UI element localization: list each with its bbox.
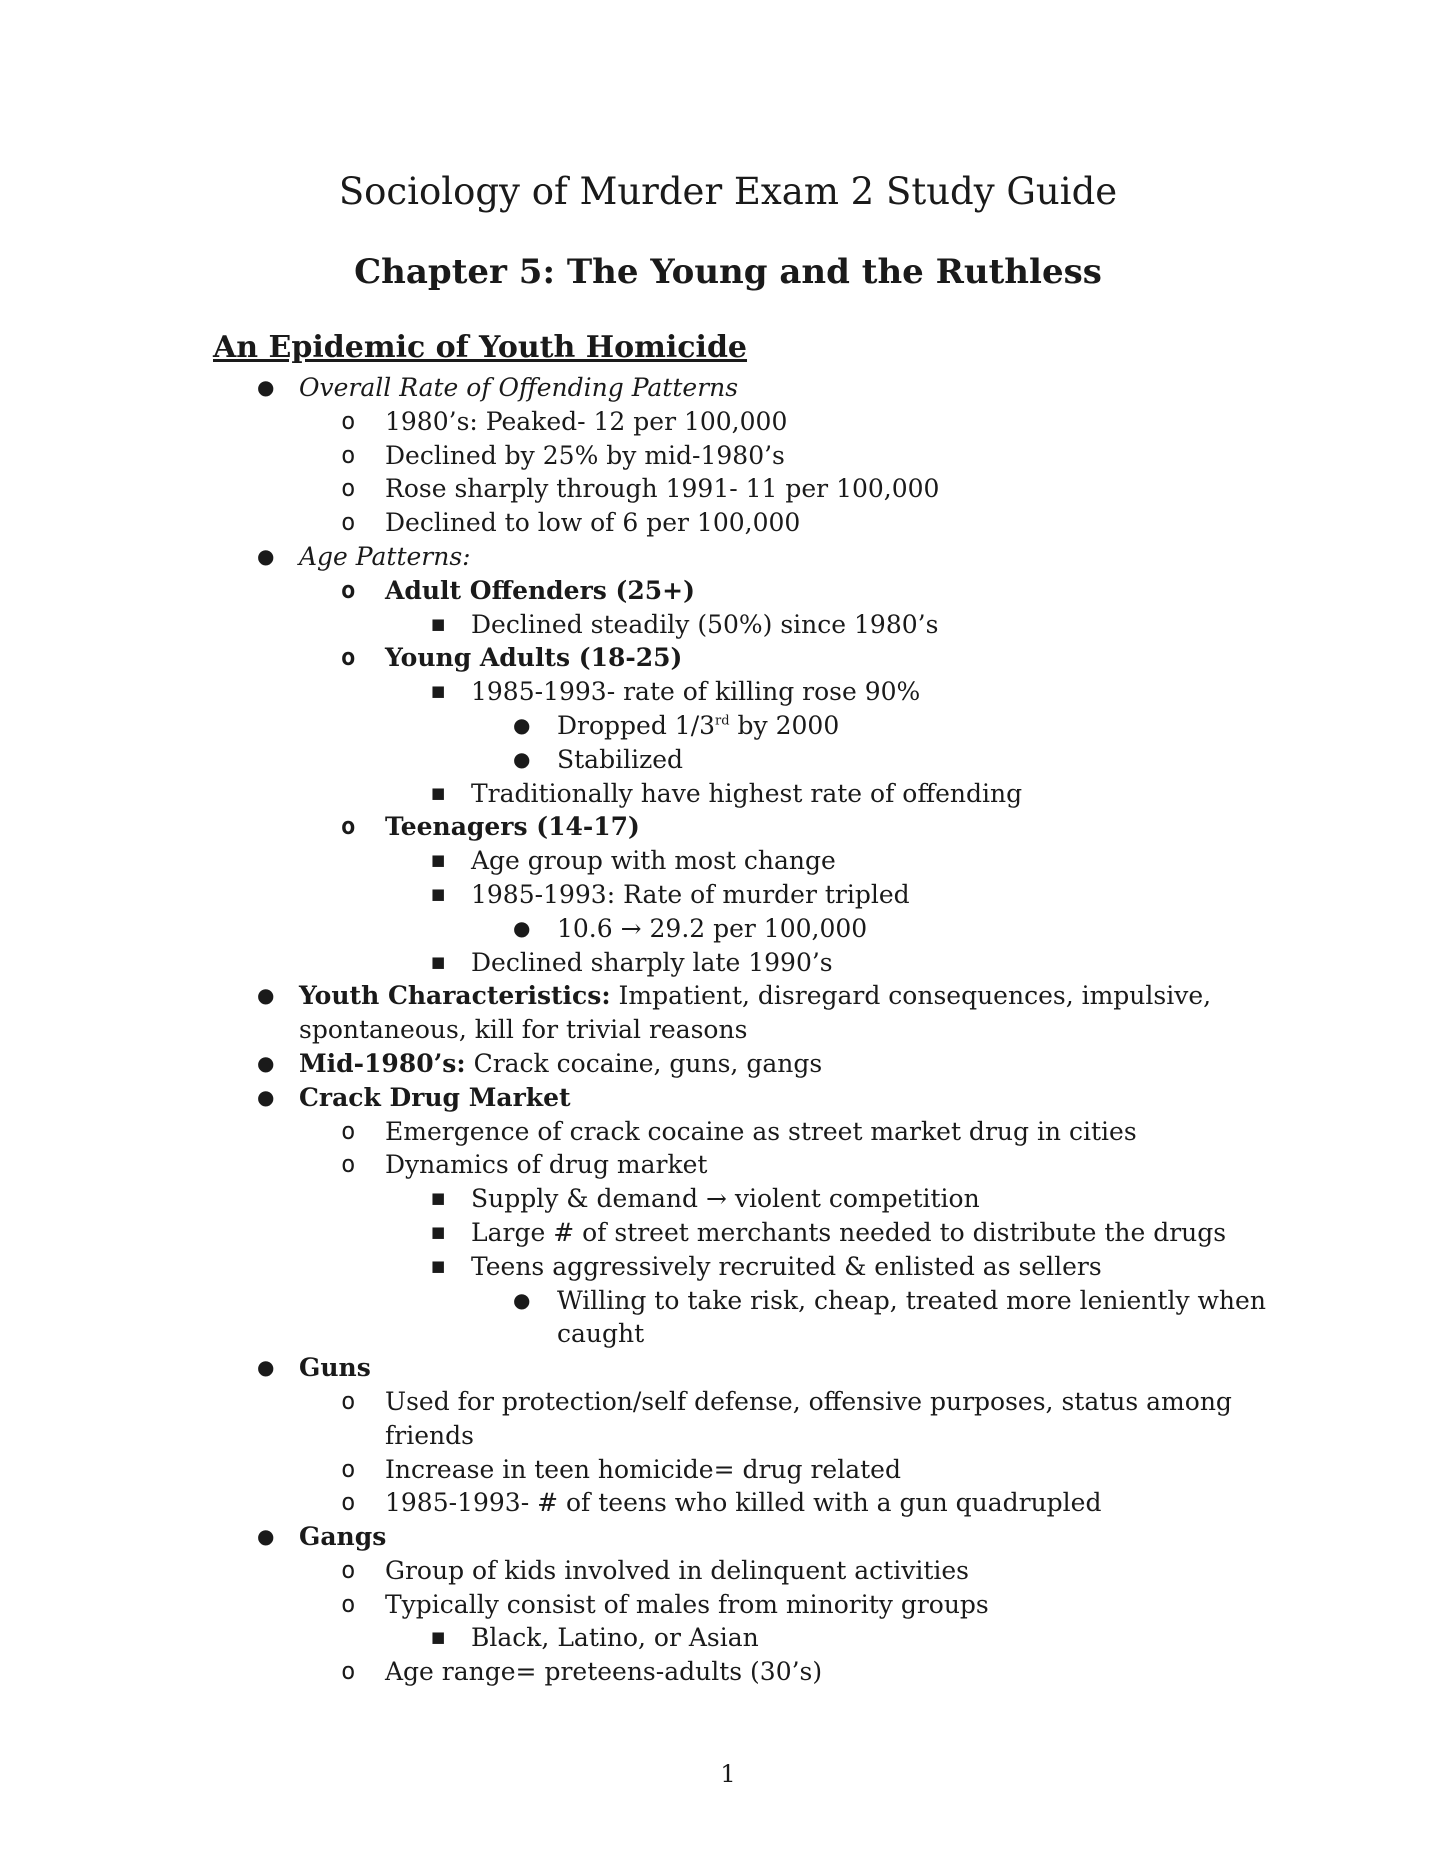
list-item (213, 574, 1273, 608)
list-item (213, 675, 1273, 709)
list-item (213, 405, 1273, 439)
list-text-part: Dropped 1/3 (557, 710, 716, 740)
list-text: Declined to low of 6 per 100,000 (385, 508, 801, 538)
document-title: Sociology of Murder Exam 2 Study Guide (338, 170, 1118, 213)
bullet-icon: o (341, 812, 356, 841)
list-text: Black, Latino, or Asian (471, 1623, 759, 1653)
bullet-icon: ● (513, 1287, 531, 1312)
list-item (213, 1047, 1273, 1081)
list-text: Supply & demand → violent competition (471, 1184, 980, 1214)
list-text-part: by 2000 (729, 710, 840, 740)
bullet-icon: ■ (431, 1222, 446, 1241)
list-label: Mid-1980’s: (299, 1048, 466, 1078)
list-text: Age range= preteens-adults (30’s) (385, 1657, 823, 1687)
bullet-icon: o (341, 1589, 356, 1618)
bullet-icon: o (341, 1454, 356, 1483)
list-item (213, 1588, 1273, 1622)
bullet-icon: ■ (431, 952, 446, 971)
bullet-icon: ■ (431, 1628, 446, 1647)
list-item (213, 1284, 1273, 1352)
list-item (213, 540, 1273, 574)
list-item (213, 1115, 1273, 1149)
list-item (213, 810, 1273, 844)
bullet-icon: ● (513, 915, 531, 940)
section-heading: An Epidemic of Youth Homicide (213, 330, 748, 365)
list-heading: Crack Drug Market (299, 1082, 571, 1112)
bullet-icon: o (341, 1386, 356, 1415)
list-item (213, 1453, 1273, 1487)
list-item (213, 979, 1273, 1047)
list-item (213, 371, 1273, 405)
list-text: 1980’s: Peaked- 12 per 100,000 (385, 406, 788, 436)
list-item (213, 912, 1273, 946)
list-item (213, 1655, 1273, 1689)
list-heading: Age Patterns: (299, 541, 471, 571)
list-item (213, 1081, 1273, 1115)
bullet-icon: o (341, 508, 356, 537)
list-item (213, 1554, 1273, 1588)
bullet-icon: ● (257, 543, 275, 568)
bullet-icon: ■ (431, 783, 446, 802)
list-text: Used for protection/self defense, offensive purposes, status among friends (385, 1386, 1232, 1450)
list-text: 10.6 → 29.2 per 100,000 (557, 913, 868, 943)
list-text: Crack cocaine, guns, gangs (465, 1048, 823, 1078)
list-item (213, 439, 1273, 473)
bullet-icon: ● (257, 375, 275, 399)
list-text: 1985-1993- # of teens who killed with a gun quadrupled (385, 1488, 1102, 1518)
bullet-icon: ● (257, 1050, 275, 1075)
bullet-icon: ● (513, 712, 531, 737)
list-item (213, 1351, 1273, 1385)
bullet-icon: o (341, 440, 356, 469)
list-item (213, 743, 1273, 777)
list-item (213, 777, 1273, 811)
bullet-icon: o (341, 406, 356, 435)
bullet-icon: ● (257, 1524, 275, 1549)
list-heading: Overall Rate of Offending Patterns (299, 373, 739, 402)
list-item (213, 709, 1273, 743)
bullet-icon: ■ (431, 1189, 446, 1208)
bullet-icon: ● (513, 746, 531, 771)
bullet-icon: ● (257, 1084, 275, 1109)
list-label: Youth Characteristics: (299, 981, 611, 1011)
bullet-icon: o (341, 643, 356, 672)
list-text: Group of kids involved in delinquent activities (385, 1555, 969, 1585)
list-item (213, 844, 1273, 878)
list-text: Willing to take risk, cheap, treated more leniently when caught (557, 1285, 1266, 1349)
list-item (213, 1182, 1273, 1216)
list-text: Typically consist of males from minority groups (385, 1589, 989, 1619)
bullet-icon: ● (257, 1355, 275, 1380)
list-item (213, 946, 1273, 980)
chapter-heading: Chapter 5: The Young and the Ruthless (354, 252, 1102, 292)
list-item (213, 1621, 1273, 1655)
list-text: Age group with most change (471, 846, 836, 876)
list-heading: Gangs (299, 1522, 387, 1552)
list-item (213, 1250, 1273, 1284)
list-text: 1985-1993- rate of killing rose 90% (471, 677, 921, 707)
list-item (213, 1216, 1273, 1250)
list-item (213, 641, 1273, 675)
list-heading: Adult Offenders (25+) (385, 575, 695, 605)
list-text: Declined by 25% by mid-1980’s (385, 440, 785, 470)
list-heading: Young Adults (18-25) (385, 643, 683, 673)
list-text: Large # of street merchants needed to distribute the drugs (471, 1217, 1227, 1247)
list-text: Teens aggressively recruited & enlisted as sellers (471, 1251, 1102, 1281)
bullet-icon: o (341, 1657, 356, 1686)
list-heading: Guns (299, 1353, 371, 1383)
bullet-icon: ■ (431, 682, 446, 701)
list-item (213, 1385, 1273, 1453)
bullet-icon: ■ (431, 1256, 446, 1275)
list-text: Stabilized (557, 744, 684, 774)
bullet-icon: o (341, 474, 356, 503)
list-text: Rose sharply through 1991- 11 per 100,000 (385, 474, 940, 504)
bullet-icon: ■ (431, 614, 446, 633)
list-item (213, 472, 1273, 506)
bullet-icon: o (341, 1488, 356, 1517)
list-text: Declined steadily (50%) since 1980’s (471, 609, 939, 639)
list-text: Traditionally have highest rate of offending (471, 778, 1023, 808)
list-text (557, 711, 839, 740)
bullet-icon: o (341, 1555, 356, 1584)
list-item (213, 878, 1273, 912)
list-text: Impatient, disregard consequences, impulsive, spontaneous, kill for trivial reasons (299, 981, 1212, 1045)
list-text: Increase in teen homicide= drug related (385, 1454, 901, 1484)
bullet-icon: ■ (431, 851, 446, 870)
bullet-icon: o (341, 1150, 356, 1179)
list-item (213, 1486, 1273, 1520)
page-number: 1 (720, 1760, 736, 1788)
list-item (213, 506, 1273, 540)
bullet-icon: ■ (431, 884, 446, 903)
bullet-icon: o (341, 575, 356, 604)
list-item (213, 608, 1273, 642)
list-item (213, 1520, 1273, 1554)
list-heading: Teenagers (14-17) (385, 812, 640, 842)
list-item (213, 1148, 1273, 1182)
outline (213, 371, 1273, 1689)
list-text: Emergence of crack cocaine as street market drug in cities (385, 1116, 1137, 1146)
list-text: 1985-1993: Rate of murder tripled (471, 879, 910, 909)
superscript: rd (715, 713, 730, 729)
bullet-icon: o (341, 1116, 356, 1145)
bullet-icon: ● (257, 983, 275, 1008)
list-text: Dynamics of drug market (385, 1150, 708, 1180)
list-text: Declined sharply late 1990’s (471, 947, 833, 977)
